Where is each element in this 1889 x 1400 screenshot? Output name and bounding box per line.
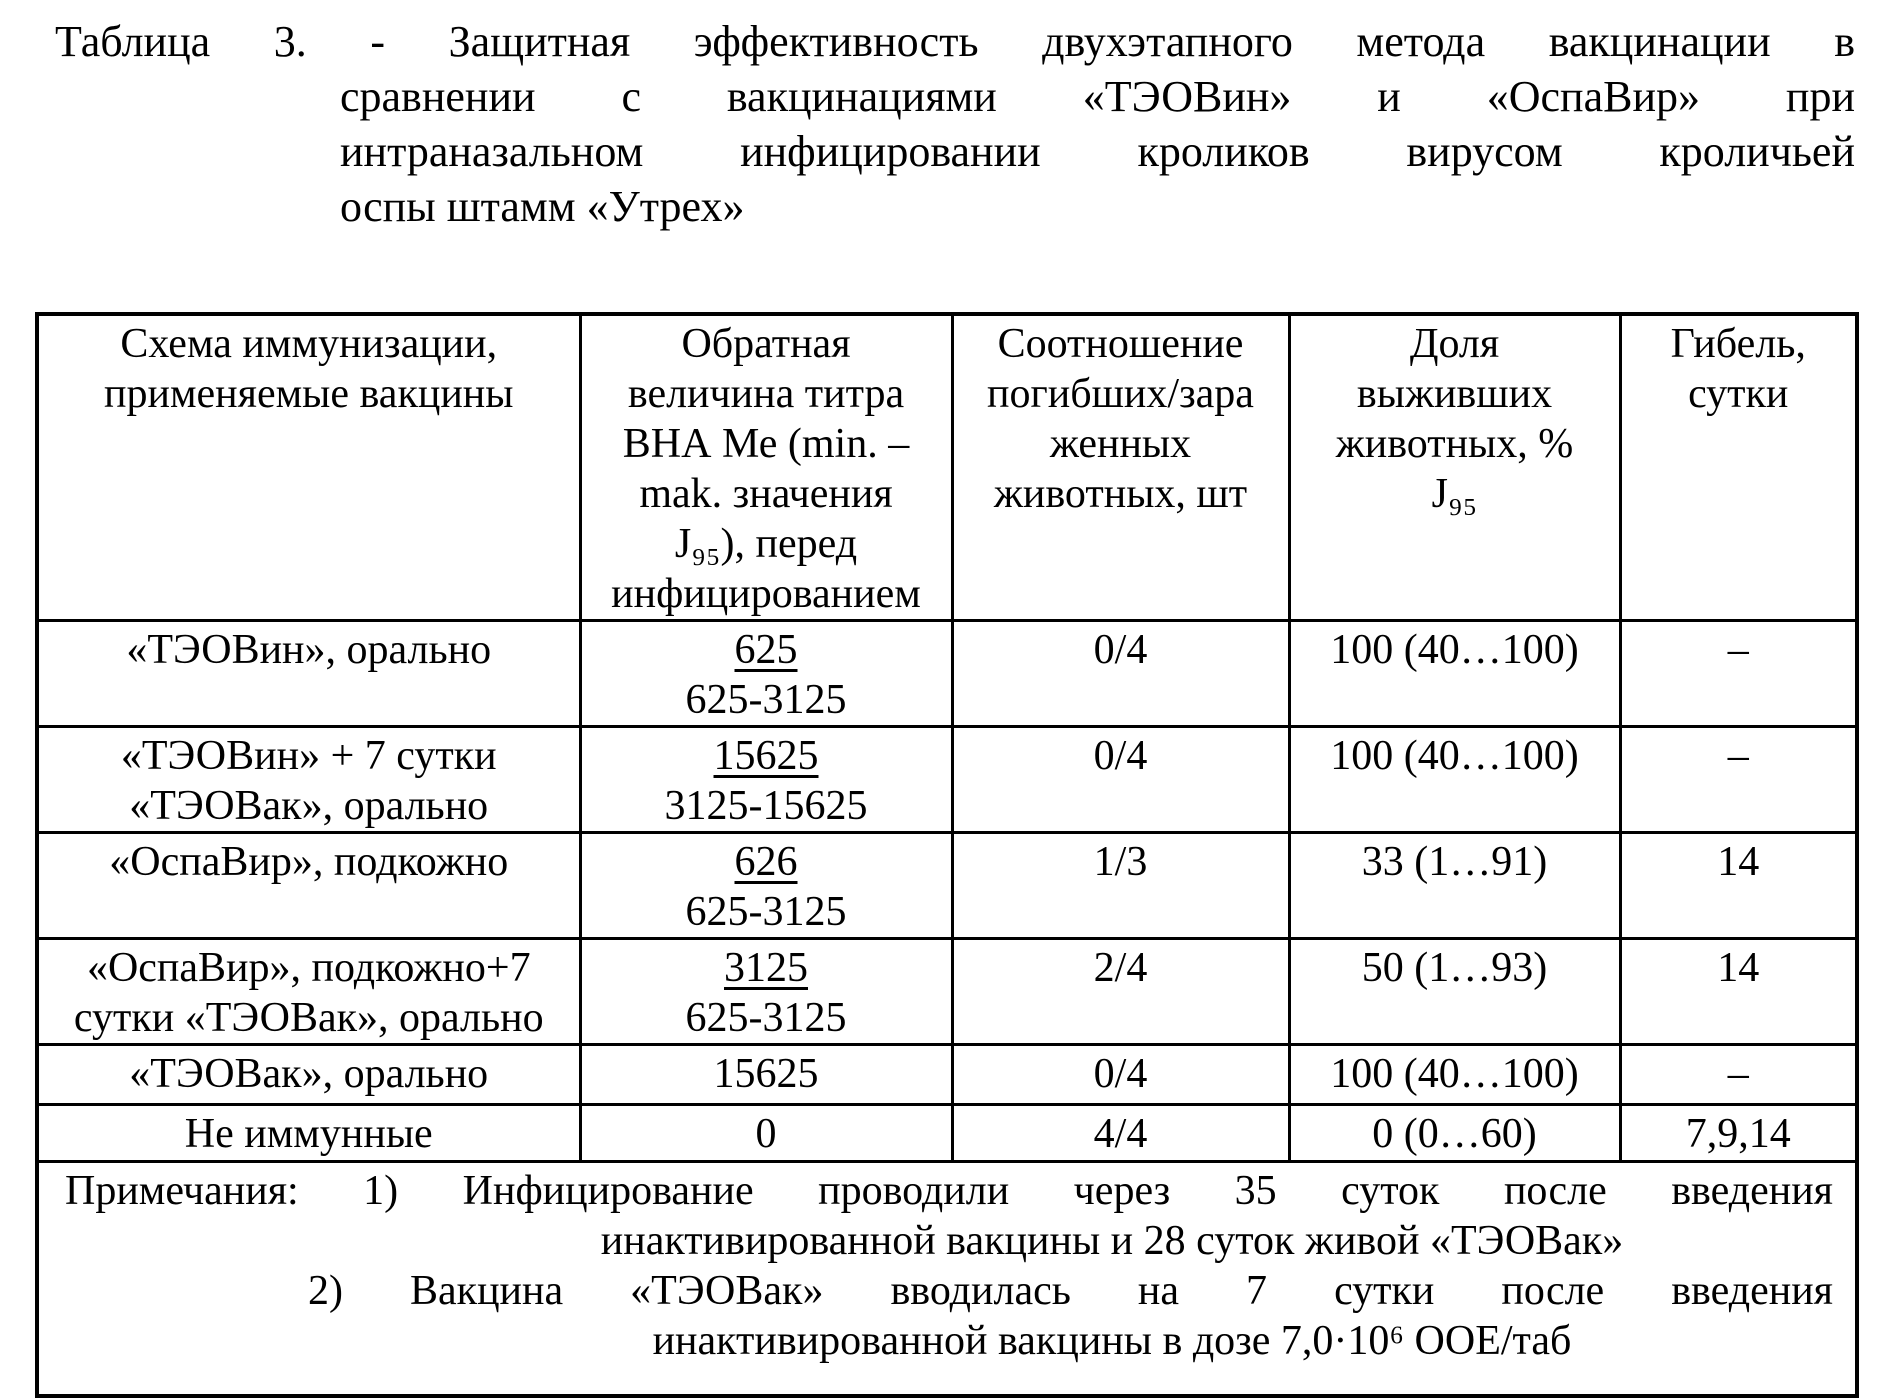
notes-row: [37, 1162, 1857, 1397]
header-line: женных: [1049, 421, 1192, 467]
cell-scheme: [37, 833, 580, 939]
cell-ratio: 4/4: [952, 1105, 1289, 1162]
titer-median: 15625: [713, 733, 819, 779]
cell-ratio: 1/3: [952, 833, 1289, 939]
caption-line-1: Таблица 3. - Защитная эффективность двухэтапного метода вакцинации в: [55, 17, 1855, 66]
cell-scheme: [37, 939, 580, 1045]
header-line: Схема иммунизации,: [120, 321, 498, 367]
cell-scheme: [37, 727, 580, 833]
cell-titer: [580, 939, 952, 1045]
table-row: [37, 939, 1857, 1045]
cell-survival: 0 (0…60): [1289, 1105, 1620, 1162]
cell-survival: 100 (40…100): [1289, 727, 1620, 833]
caption-line-2: сравнении с вакцинациями «ТЭОВин» и «ОспаВир» при: [340, 72, 1855, 121]
cell-titer: 0: [580, 1105, 952, 1162]
scheme-line: «ОспаВир», подкожно: [109, 839, 509, 885]
cell-ratio: 0/4: [952, 621, 1289, 727]
cell-titer: [580, 833, 952, 939]
titer-range: 625-3125: [685, 677, 847, 723]
cell-death: –: [1620, 621, 1857, 727]
scheme-line: Не иммунные: [184, 1111, 433, 1157]
table-row: [37, 833, 1857, 939]
cell-titer: [580, 727, 952, 833]
header-line: J₉₅), перед: [674, 521, 858, 567]
scheme-line: «ТЭОВин», орально: [126, 627, 492, 673]
header-row: [37, 314, 1857, 621]
cell-survival: 100 (40…100): [1289, 621, 1620, 727]
table-row: [37, 727, 1857, 833]
cell-scheme: [37, 1105, 580, 1162]
col-header-death: [1620, 314, 1857, 621]
cell-titer: [580, 621, 952, 727]
header-line: mak. значения: [639, 471, 893, 517]
scheme-line: «ТЭОВин» + 7 сутки: [120, 733, 497, 779]
header-line: J₉₅: [1431, 471, 1478, 517]
table-row: [37, 621, 1857, 727]
titer-median: 626: [734, 839, 798, 885]
header-line: животных, %: [1335, 421, 1574, 467]
titer-median: 3125: [724, 945, 808, 991]
note-line-2: инактивированной вакцины и 28 суток живой «ТЭОВак»: [600, 1218, 1624, 1264]
header-line: животных, шт: [993, 471, 1248, 517]
caption-line-3: интраназальном инфицировании кроликов вирусом кроличьей: [340, 127, 1855, 176]
cell-death: 14: [1620, 939, 1857, 1045]
header-line: Гибель,: [1670, 321, 1806, 367]
titer-median: 625: [734, 627, 798, 673]
cell-scheme: [37, 621, 580, 727]
cell-death: –: [1620, 1045, 1857, 1105]
table-row: [37, 1045, 1857, 1105]
note-line-1: Примечания: 1) Инфицирование проводили через 35 суток после введения: [65, 1168, 1833, 1214]
header-line: величина титра: [627, 371, 905, 417]
scheme-line: «ТЭОВак», орально: [129, 1051, 489, 1097]
titer-range: 625-3125: [685, 889, 847, 935]
cell-death: –: [1620, 727, 1857, 833]
col-header-survival: [1289, 314, 1620, 621]
table-notes: [37, 1162, 1857, 1397]
header-line: инфицированием: [611, 571, 921, 617]
cell-ratio: 2/4: [952, 939, 1289, 1045]
col-header-ratio: [952, 314, 1289, 621]
caption-line-4: оспы штамм «Утрех»: [340, 182, 745, 231]
cell-survival: 50 (1…93): [1289, 939, 1620, 1045]
cell-death: 7,9,14: [1620, 1105, 1857, 1162]
cell-death: 14: [1620, 833, 1857, 939]
header-line: погибших/зара: [987, 371, 1254, 417]
header-line: Обратная: [681, 321, 851, 367]
scheme-line: «ТЭОВак», орально: [129, 783, 489, 829]
header-line: сутки: [1688, 371, 1789, 417]
header-line: Доля: [1409, 321, 1500, 367]
header-line: ВНА Ме (min. –: [622, 421, 910, 467]
cell-ratio: 0/4: [952, 727, 1289, 833]
results-table: [35, 312, 1859, 1398]
note-line-3: 2) Вакцина «ТЭОВак» вводилась на 7 сутки после введения: [308, 1268, 1833, 1314]
titer-range: 625-3125: [685, 995, 847, 1041]
cell-scheme: [37, 1045, 580, 1105]
scheme-line: сутки «ТЭОВак», орально: [73, 995, 544, 1041]
titer-range: 3125-15625: [664, 783, 868, 829]
cell-ratio: 0/4: [952, 1045, 1289, 1105]
header-line: Соотношение: [997, 321, 1244, 367]
scheme-line: «ОспаВир», подкожно+7: [86, 945, 531, 991]
header-line: выживших: [1356, 371, 1553, 417]
cell-survival: 33 (1…91): [1289, 833, 1620, 939]
col-header-scheme: [37, 314, 580, 621]
cell-survival: 100 (40…100): [1289, 1045, 1620, 1105]
table-caption: [55, 14, 1855, 234]
col-header-titer: [580, 314, 952, 621]
table-row: [37, 1105, 1857, 1162]
note-line-4: инактивированной вакцины в дозе 7,0·10⁶ ООЕ/таб: [652, 1318, 1572, 1364]
cell-titer: 15625: [580, 1045, 952, 1105]
header-line: применяемые вакцины: [103, 371, 514, 417]
